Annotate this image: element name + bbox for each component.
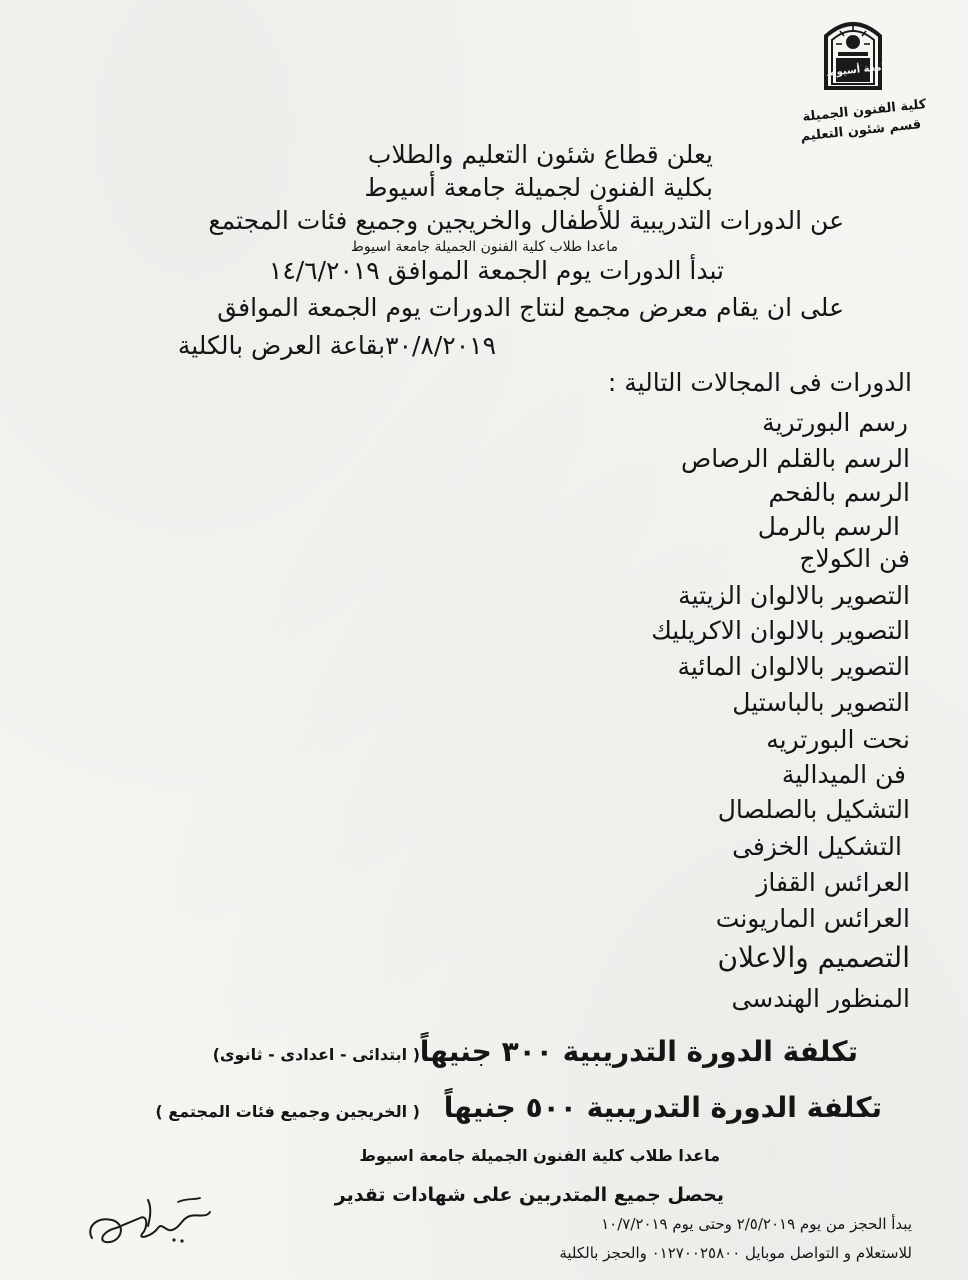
course-item: الرسم بالقلم الرصاص [680, 444, 910, 473]
fee-school-note: ( ابتدائى - اعدادى - ثانوى) [212, 1045, 420, 1064]
start-date-line: تبدأ الدورات يوم الجمعة الموافق ١٤/٦/٢٠١٩ [268, 256, 724, 285]
booking-period: يبدأ الحجز من يوم ٢/٥/٢٠١٩ وحتى يوم ١٠/٧/٢٠١٩ [601, 1215, 912, 1233]
exhibition-date-line: ٣٠/٨/٢٠١٩بقاعة العرض بالكلية [177, 331, 496, 360]
logo-dept-text: قسم شئون التعليم [799, 117, 922, 145]
course-item: الرسم بالفحم [768, 478, 910, 507]
announcement-line-1: يعلن قطاع شئون التعليم والطلاب [367, 140, 713, 169]
logo-university-text: جامعة أسيوط [825, 61, 893, 79]
course-item: التشكيل الخزفى [732, 832, 902, 861]
fees-exception: ماعدا طلاب كلية الفنون الجميلة جامعة اسيوط [359, 1146, 720, 1165]
fee-school-students: تكلفة الدورة التدريبية ٣٠٠ جنيهاً [419, 1035, 858, 1068]
certificates-note: يحصل جميع المتدربين على شهادات تقدير [334, 1184, 724, 1206]
course-item: التصوير بالباستيل [732, 688, 910, 717]
course-item: التصوير بالالوان الزيتية [678, 581, 910, 610]
course-item: التصميم والاعلان [717, 941, 910, 974]
announcement-exception: ماعدا طلاب كلية الفنون الجميلة جامعة اسيوط [350, 239, 618, 255]
contact-info: للاستعلام و التواصل موبايل ٠١٢٧٠٠٢٥٨٠٠ والحجز بالكلية [559, 1244, 912, 1262]
course-item: التشكيل بالصلصال [717, 795, 910, 824]
course-item: التصوير بالالوان الاكريليك [651, 616, 910, 645]
announcement-line-3: عن الدورات التدريبية للأطفال والخريجين وجميع فئات المجتمع [208, 206, 844, 235]
course-item: نحت البورتريه [766, 725, 910, 754]
course-item: المنظور الهندسى [731, 984, 910, 1013]
exhibition-line: على ان يقام معرض مجمع لنتاج الدورات يوم الجمعة الموافق [217, 293, 844, 322]
course-item: التصوير بالالوان المائية [677, 652, 910, 681]
course-item: العرائس الماريونت [715, 904, 910, 933]
logo-faculty-text: كلية الفنون الجميلة [801, 97, 928, 125]
signature-icon [82, 1188, 214, 1254]
announcement-line-2: بكلية الفنون لجميلة جامعة أسيوط [364, 173, 713, 202]
university-logo-icon [818, 18, 888, 90]
course-item: العرائس القفاز [756, 868, 910, 897]
course-item: فن الكولاج [799, 544, 910, 573]
course-item: فن الميدالية [781, 760, 906, 789]
fields-heading: الدورات فى المجالات التالية : [607, 368, 912, 397]
course-item: رسم البورترية [762, 408, 908, 437]
course-item: الرسم بالرمل [757, 512, 900, 541]
fee-graduates-note: ( الخريجين وجميع فئات المجتمع ) [155, 1102, 420, 1121]
fee-graduates: تكلفة الدورة التدريبية ٥٠٠ جنيهاً [443, 1091, 882, 1124]
